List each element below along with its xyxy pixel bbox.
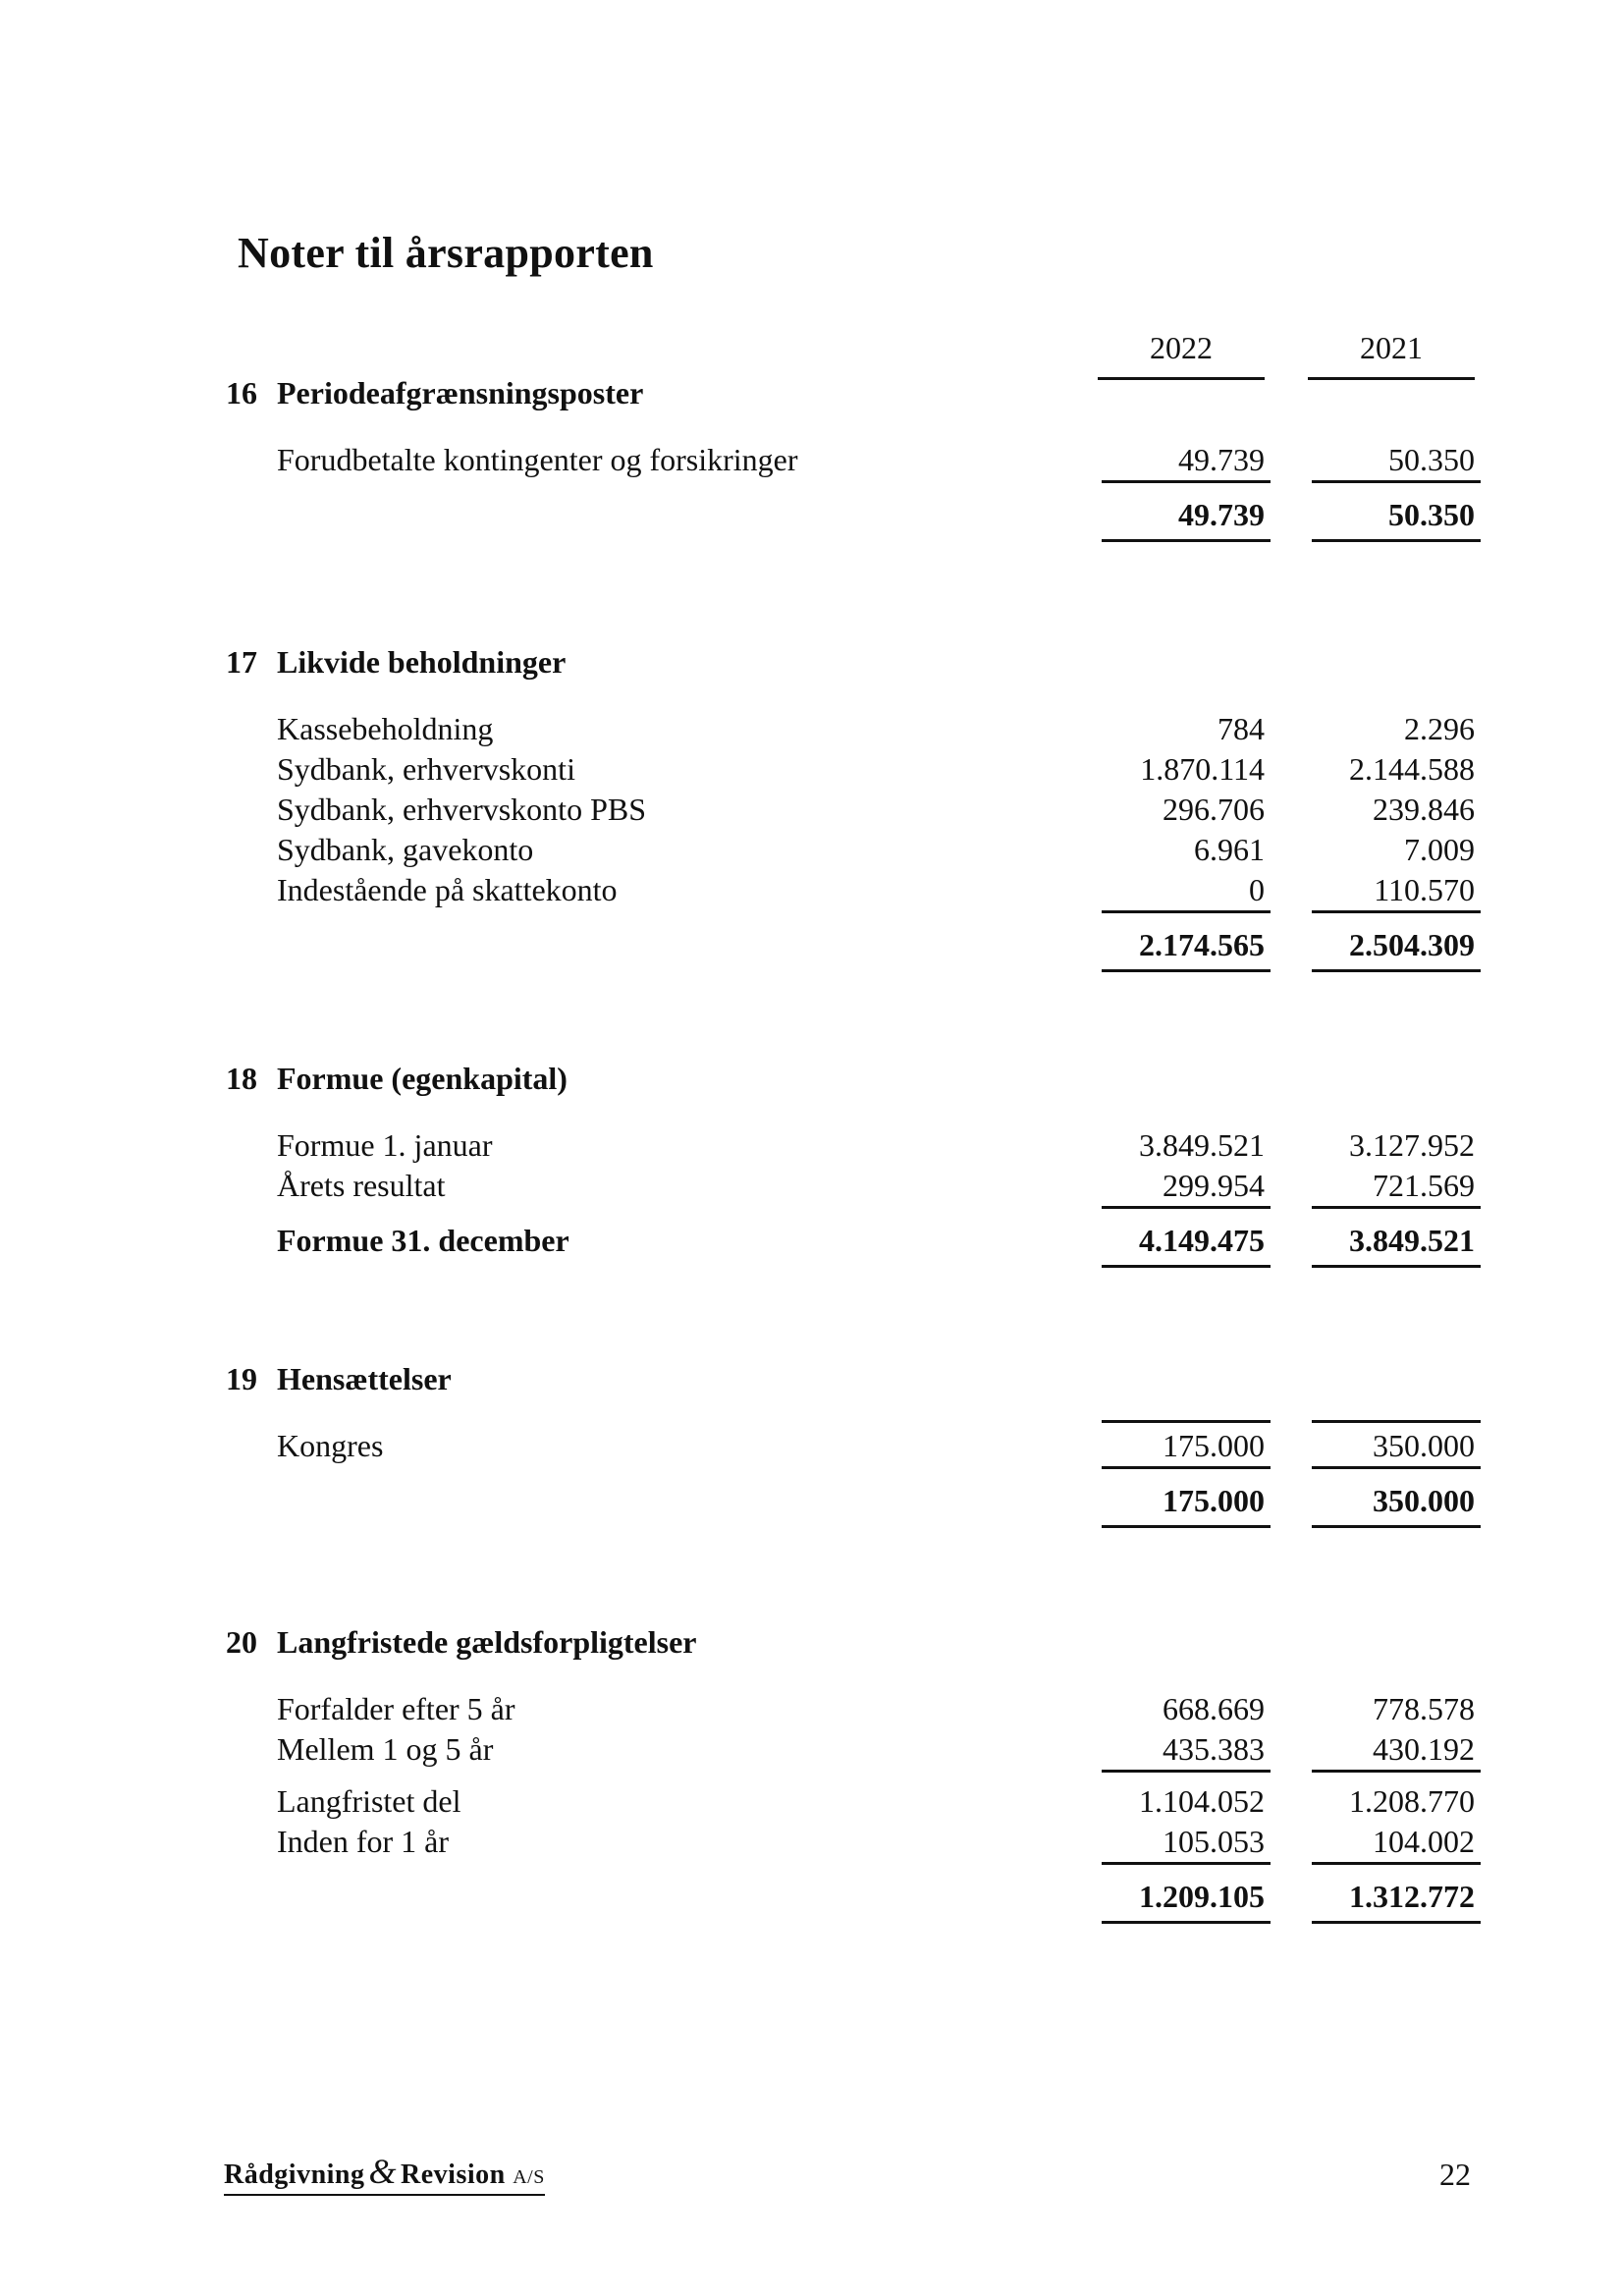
table-row (226, 709, 1502, 749)
value-2022: 49.739 (1098, 440, 1265, 480)
logo-name-part2: Revision (401, 2159, 506, 2190)
note-number: 19 (226, 1361, 257, 1396)
note-18-section (226, 1057, 1502, 1265)
total-2021: 2.504.309 (1308, 920, 1475, 969)
value-2021: 239.846 (1373, 792, 1475, 827)
logo-ampersand: & (368, 2152, 398, 2191)
logo-suffix: A/S (513, 2166, 545, 2188)
total-2021: 350.000 (1308, 1476, 1475, 1525)
note-16-title (226, 371, 1502, 414)
row-label: Formue 1. januar (277, 1127, 493, 1163)
note-heading: Periodeafgrænsningsposter (277, 375, 644, 410)
value-2021: 110.570 (1308, 870, 1475, 910)
total-2022: 175.000 (1098, 1476, 1265, 1525)
note-18-title (226, 1057, 1502, 1100)
value-2022: 668.669 (1163, 1691, 1265, 1726)
total-row (226, 490, 1502, 539)
note-heading: Formue (egenkapital) (277, 1061, 568, 1096)
row-label: Årets resultat (277, 1168, 446, 1203)
value-2022: 1.870.114 (1140, 751, 1265, 787)
value-2022: 299.954 (1098, 1166, 1265, 1206)
total-row (226, 1476, 1502, 1525)
row-label: Kongres (277, 1428, 384, 1463)
row-label: Inden for 1 år (277, 1824, 450, 1859)
note-heading: Hensættelser (277, 1361, 452, 1396)
total-2021: 50.350 (1308, 490, 1475, 539)
row-label: Kassebeholdning (277, 711, 494, 746)
value-2022: 0 (1098, 870, 1265, 910)
table-row (226, 440, 1502, 480)
row-label: Forfalder efter 5 år (277, 1691, 515, 1726)
table-row (226, 1781, 1502, 1822)
note-20-title (226, 1620, 1502, 1664)
note-20-section (226, 1620, 1502, 1921)
note-number: 20 (226, 1624, 257, 1660)
total-2022: 2.174.565 (1098, 920, 1265, 969)
row-label: Indestående på skattekonto (277, 872, 618, 907)
value-2021: 778.578 (1373, 1691, 1475, 1726)
value-2021: 2.144.588 (1349, 751, 1475, 787)
logo-name-part1: Rådgivning (224, 2159, 365, 2190)
note-19-section (226, 1357, 1502, 1525)
note-heading: Langfristede gældsforpligtelser (277, 1624, 697, 1660)
value-2021: 721.569 (1308, 1166, 1475, 1206)
value-2022: 1.104.052 (1139, 1783, 1265, 1819)
value-2022: 6.961 (1194, 832, 1265, 867)
table-row (226, 1822, 1502, 1862)
total-row (226, 920, 1502, 969)
page-number: 22 (1439, 2157, 1471, 2192)
table-row (226, 1689, 1502, 1729)
value-2022: 175.000 (1098, 1426, 1265, 1466)
total-row (226, 1216, 1502, 1265)
year-header-2021: 2021 (1308, 330, 1475, 380)
note-19-title (226, 1357, 1502, 1400)
note-number: 16 (226, 375, 257, 410)
table-row (226, 749, 1502, 790)
table-row (226, 1426, 1502, 1466)
note-heading: Likvide beholdninger (277, 644, 567, 680)
value-2021: 2.296 (1404, 711, 1475, 746)
total-2022: 49.739 (1098, 490, 1265, 539)
page-title: Noter til årsrapporten (238, 229, 654, 277)
value-2022: 3.849.521 (1139, 1127, 1265, 1163)
value-2021: 104.002 (1308, 1822, 1475, 1862)
row-label: Sydbank, gavekonto (277, 832, 534, 867)
value-2021: 430.192 (1308, 1729, 1475, 1770)
total-label: Formue 31. december (277, 1223, 569, 1258)
value-2021: 350.000 (1308, 1426, 1475, 1466)
row-label: Mellem 1 og 5 år (277, 1731, 494, 1767)
value-2022: 296.706 (1163, 792, 1265, 827)
row-label: Sydbank, erhvervskonto PBS (277, 792, 646, 827)
total-2022: 4.149.475 (1098, 1216, 1265, 1265)
total-2021: 3.849.521 (1308, 1216, 1475, 1265)
total-2022: 1.209.105 (1098, 1872, 1265, 1921)
note-number: 17 (226, 644, 257, 680)
table-row (226, 830, 1502, 870)
value-2022: 784 (1217, 711, 1265, 746)
note-17-title (226, 640, 1502, 683)
total-row (226, 1872, 1502, 1921)
value-2021: 7.009 (1404, 832, 1475, 867)
table-row (226, 790, 1502, 830)
row-label: Langfristet del (277, 1783, 461, 1819)
row-label: Sydbank, erhvervskonti (277, 751, 575, 787)
value-2021: 1.208.770 (1349, 1783, 1475, 1819)
table-row (226, 870, 1502, 910)
value-2021: 3.127.952 (1349, 1127, 1475, 1163)
company-logo (224, 2151, 545, 2196)
table-row (226, 1125, 1502, 1166)
note-number: 18 (226, 1061, 257, 1096)
value-2021: 50.350 (1308, 440, 1475, 480)
year-header-2022: 2022 (1098, 330, 1265, 380)
note-17-section (226, 640, 1502, 969)
table-row (226, 1166, 1502, 1206)
note-16-section (226, 371, 1502, 539)
value-2022: 435.383 (1098, 1729, 1265, 1770)
total-2021: 1.312.772 (1308, 1872, 1475, 1921)
value-2022: 105.053 (1098, 1822, 1265, 1862)
row-label: Forudbetalte kontingenter og forsikringer (277, 442, 798, 477)
table-row (226, 1729, 1502, 1770)
